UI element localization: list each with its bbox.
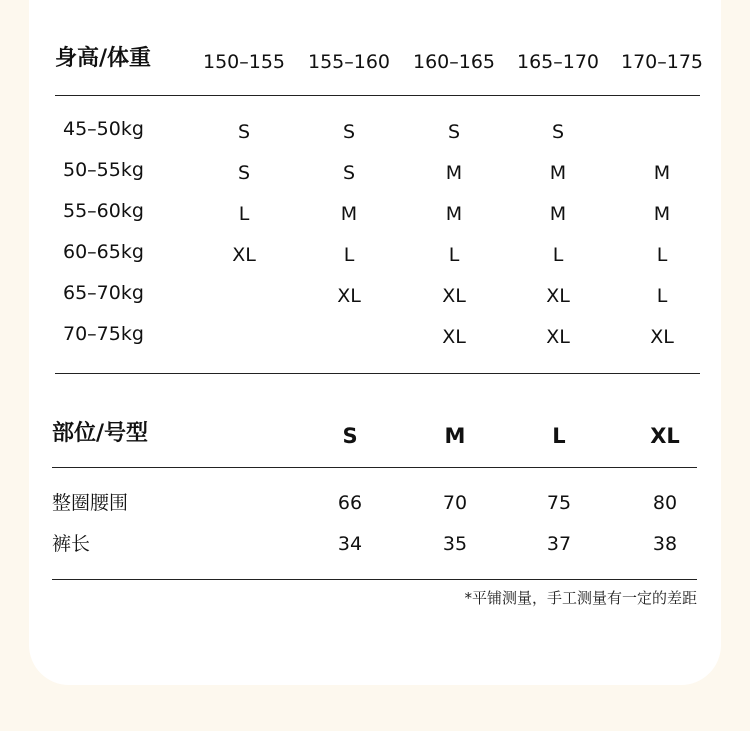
table1-title: 身高/体重 [55,46,152,71]
table1-size-cell: S [551,121,565,143]
table1-row-label: 55–60kg [63,200,144,222]
table1-size-cell: S [237,162,251,184]
table1-size-cell: L [552,244,564,266]
table2-value-cell: 70 [442,492,468,514]
table1-size-cell: S [342,121,356,143]
table1-size-cell: XL [442,285,466,307]
table2-value-cell: 80 [652,492,678,514]
table1-size-cell: XL [546,326,570,348]
table1-size-cell: M [549,162,567,184]
table2-value-cell: 75 [546,492,572,514]
table1-column-header: 155–160 [307,51,391,73]
table1-size-cell: M [445,162,463,184]
table2-size-header: S [342,424,358,448]
table2-row-label: 裤长 [52,533,91,555]
table1-size-cell: L [448,244,460,266]
table1-size-cell: S [237,121,251,143]
table1-header-divider [55,95,700,96]
measurement-note: *平铺测量，手工测量有一定的差距 [464,589,697,607]
table1-row-label: 45–50kg [63,118,144,140]
table1-bottom-divider [55,373,700,374]
table2-value-cell: 38 [652,533,678,555]
table1-size-cell: M [653,203,671,225]
table2-bottom-divider [52,579,697,580]
table2-value-cell: 66 [337,492,363,514]
table1-size-cell: XL [232,244,256,266]
table2-header-divider [52,467,697,468]
table1-row-label: 50–55kg [63,159,144,181]
table2-value-cell: 35 [442,533,468,555]
table1-size-cell: XL [442,326,466,348]
table2-title: 部位/号型 [52,421,149,446]
table1-column-header: 170–175 [620,51,704,73]
table1-column-header: 150–155 [202,51,286,73]
table1-size-cell: L [656,285,668,307]
table1-column-header: 160–165 [412,51,496,73]
table1-row-label: 65–70kg [63,282,144,304]
table2-value-cell: 34 [337,533,363,555]
table2-row-label: 整圈腰围 [52,492,129,514]
table2-size-header: XL [650,424,680,448]
table1-size-cell: XL [337,285,361,307]
table1-size-cell: XL [546,285,570,307]
table1-size-cell: L [656,244,668,266]
table1-size-cell: M [445,203,463,225]
table1-row-label: 70–75kg [63,323,144,345]
table1-size-cell: M [340,203,358,225]
table1-row-label: 60–65kg [63,241,144,263]
table1-size-cell: M [549,203,567,225]
table2-value-cell: 37 [546,533,572,555]
table1-column-header: 165–170 [516,51,600,73]
table1-size-cell: S [447,121,461,143]
table1-size-cell: M [653,162,671,184]
table1-size-cell: L [343,244,355,266]
table1-size-cell: S [342,162,356,184]
table2-size-header: L [552,424,566,448]
table1-size-cell: L [238,203,250,225]
table1-size-cell: XL [650,326,674,348]
table2-size-header: M [444,424,466,448]
